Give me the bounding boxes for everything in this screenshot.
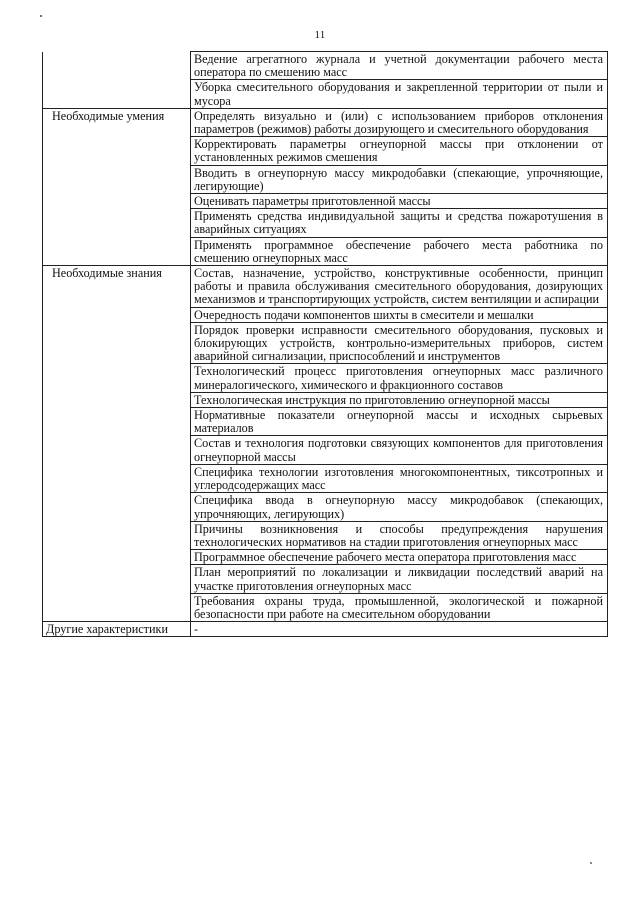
- table-row: [43, 237, 608, 265]
- empty-label-cell: [43, 194, 191, 209]
- requirement-cell: Применять программное обеспечение рабочего места работника по смешению огнеупорных масс: [191, 237, 608, 265]
- table-row: [43, 80, 608, 108]
- page-number: 11: [314, 29, 326, 41]
- requirement-cell: Специфика технологии изготовления многокомпонентных, тиксотропных и углеродсодержащих масс: [191, 464, 608, 492]
- knowledge-section-label: Необходимые знания: [43, 266, 191, 308]
- requirement-cell: Оценивать параметры приготовленной массы: [191, 194, 608, 209]
- table-row: [43, 436, 608, 464]
- table-row: [43, 322, 608, 364]
- empty-label-cell: [43, 392, 191, 407]
- empty-label-cell: [43, 464, 191, 492]
- requirement-cell: -: [191, 622, 608, 637]
- other-section-label: Другие характеристики: [43, 622, 191, 637]
- empty-label-cell: [43, 209, 191, 237]
- table-body: [43, 52, 608, 637]
- table-row: [43, 165, 608, 193]
- empty-label-cell: [43, 80, 191, 108]
- requirement-cell: Нормативные показатели огнеупорной массы и исходных сырьевых материалов: [191, 408, 608, 436]
- requirement-cell: Состав и технология подготовки связующих компонентов для приготовления огнеупорной массы: [191, 436, 608, 464]
- empty-label-cell: [43, 408, 191, 436]
- requirement-cell: Очередность подачи компонентов шихты в смесители и мешалки: [191, 307, 608, 322]
- table-row: [43, 209, 608, 237]
- empty-label-cell: [43, 237, 191, 265]
- empty-label-cell: [43, 593, 191, 621]
- requirement-cell: Технологическая инструкция по приготовлению огнеупорной массы: [191, 392, 608, 407]
- empty-label-cell: [43, 52, 191, 80]
- requirement-cell: Порядок проверки исправности смесительного оборудования, пусковых и блокирующих устройств, контрольно-измерительных приборов, систем аварийной сигнализации, приспособлений и инструментов: [191, 322, 608, 364]
- empty-label-cell: [43, 137, 191, 165]
- table-row: [43, 593, 608, 621]
- requirement-cell: Определять визуально и (или) с использованием приборов отклонения параметров (режимов) работы дозирующего и смесительного оборудования: [191, 108, 608, 136]
- scan-speck: [40, 15, 42, 17]
- requirement-cell: Причины возникновения и способы предупреждения нарушения технологических нормативов на стадии приготовления огнеупорных масс: [191, 521, 608, 549]
- requirement-cell: Ведение агрегатного журнала и учетной документации рабочего места оператора по смешению масс: [191, 52, 608, 80]
- scan-mark: [590, 862, 592, 864]
- table-row: [43, 521, 608, 549]
- requirement-cell: Специфика ввода в огнеупорную массу микродобавок (спекающих, упрочняющих, легирующих): [191, 493, 608, 521]
- empty-label-cell: [43, 322, 191, 364]
- empty-label-cell: [43, 521, 191, 549]
- requirement-cell: Корректировать параметры огнеупорной массы при отклонении от установленных режимов смешения: [191, 137, 608, 165]
- empty-label-cell: [43, 307, 191, 322]
- table-row: [43, 266, 608, 308]
- table-row: [43, 52, 608, 80]
- requirement-cell: Программное обеспечение рабочего места оператора приготовления масс: [191, 550, 608, 565]
- table-row: [43, 493, 608, 521]
- table-row: [43, 550, 608, 565]
- empty-label-cell: [43, 436, 191, 464]
- requirement-cell: Требования охраны труда, промышленной, экологической и пожарной безопасности при работе на смесительном оборудовании: [191, 593, 608, 621]
- requirement-cell: Технологический процесс приготовления огнеупорных масс различного минералогического, химического и фракционного составов: [191, 364, 608, 392]
- requirement-cell: Уборка смесительного оборудования и закрепленной территории от пыли и мусора: [191, 80, 608, 108]
- requirement-cell: Применять средства индивидуальной защиты и средства пожаротушения в аварийных ситуациях: [191, 209, 608, 237]
- table-row: [43, 108, 608, 136]
- requirement-cell: План мероприятий по локализации и ликвидации последствий аварий на участке приготовления огнеупорных масс: [191, 565, 608, 593]
- requirement-cell: Состав, назначение, устройство, конструктивные особенности, принцип работы и правила обслуживания смесительного оборудования, дозирующих механизмов и транспортирующих устройств, систем вентиляции и аспирации: [191, 266, 608, 308]
- empty-label-cell: [43, 364, 191, 392]
- table-row: [43, 392, 608, 407]
- table-row: [43, 408, 608, 436]
- skills-section-label: Необходимые умения: [43, 108, 191, 136]
- table-row: [43, 137, 608, 165]
- empty-label-cell: [43, 493, 191, 521]
- table-row: [43, 464, 608, 492]
- table-row: [43, 194, 608, 209]
- empty-label-cell: [43, 550, 191, 565]
- requirement-cell: Вводить в огнеупорную массу микродобавки (спекающие, упрочняющие, легирующие): [191, 165, 608, 193]
- table-row: [43, 622, 608, 637]
- empty-label-cell: [43, 565, 191, 593]
- labor-functions-table: [42, 51, 608, 637]
- empty-label-cell: [43, 165, 191, 193]
- table-row: [43, 307, 608, 322]
- table-row: [43, 364, 608, 392]
- table-row: [43, 565, 608, 593]
